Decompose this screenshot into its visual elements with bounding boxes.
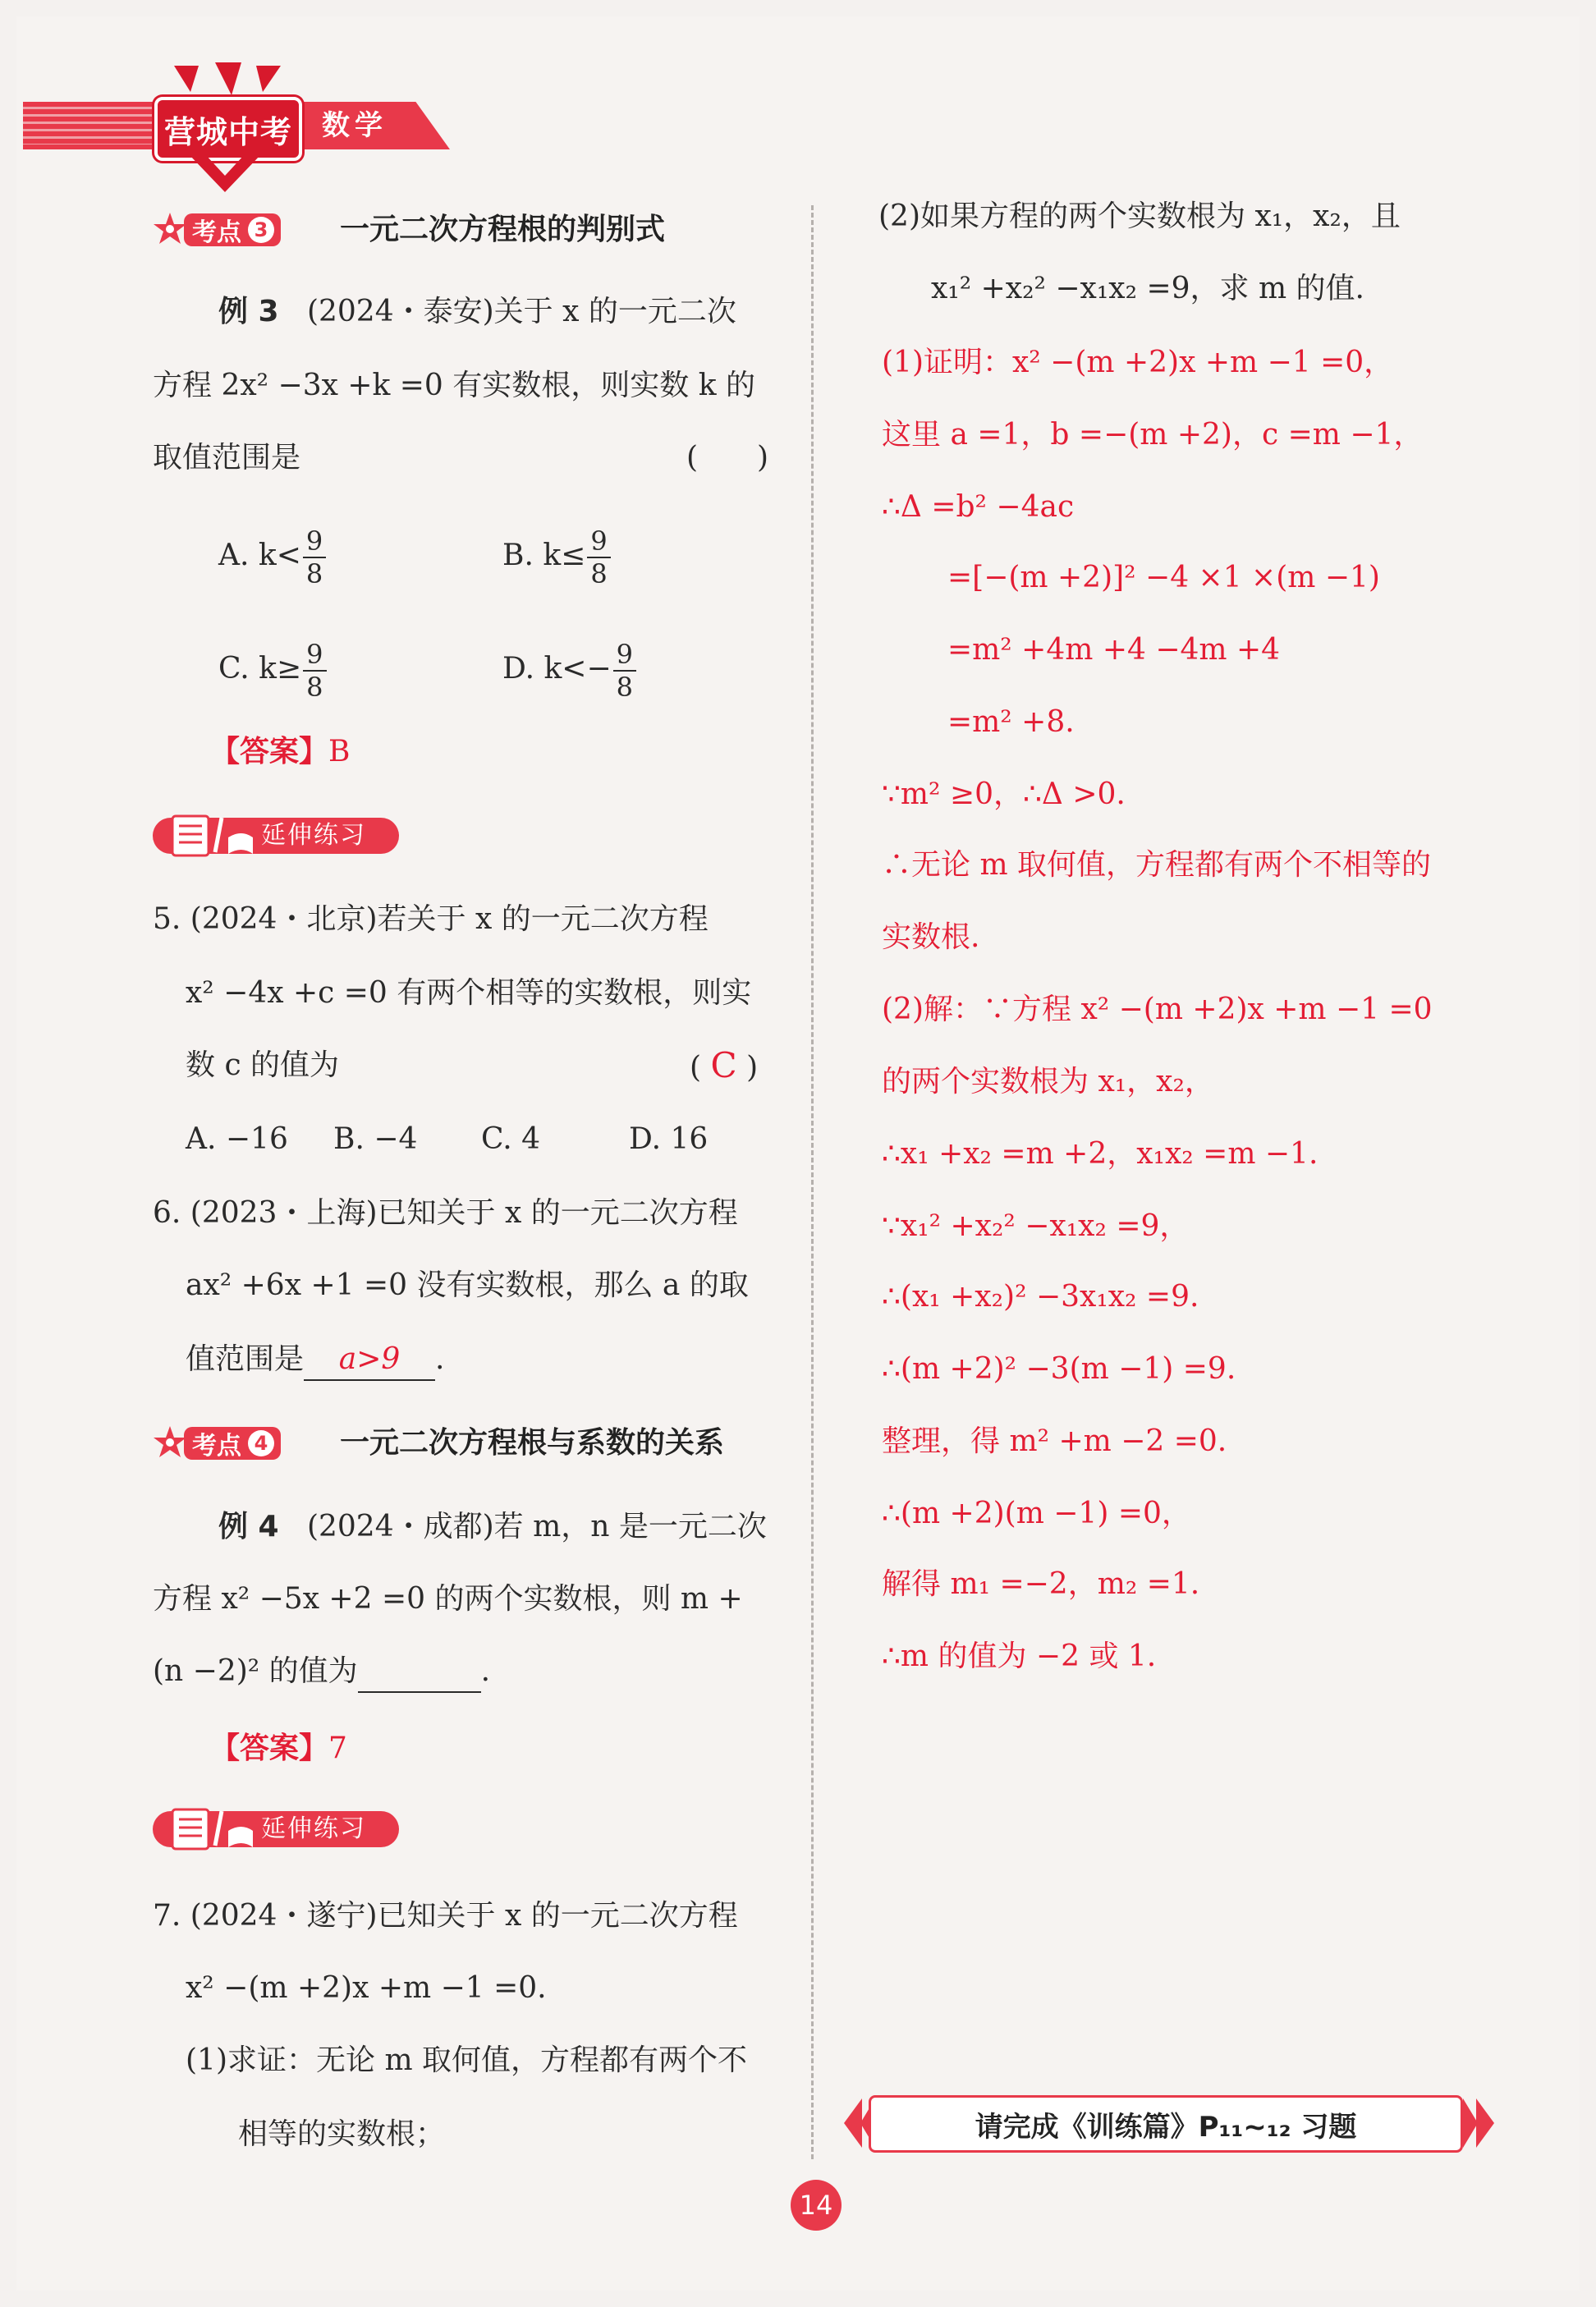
subject-label: 数学 [322,109,388,142]
answer-tag: 【答案】 [210,1731,329,1765]
solution-line-14: ∴(x₁ +x₂)² −3x₁x₂ =9. [882,1280,1199,1314]
footer-instruction: 请完成《训练篇》P₁₁~₁₂ 习题 [869,2095,1463,2153]
example-4-blank [358,1652,481,1693]
solution-line-16: 整理，得 m² +m −2 =0. [882,1424,1227,1458]
example-3-answer [210,732,350,772]
example-4-text1: (2024・成都)若 m，n 是一元二次 [306,1510,767,1543]
q5-option-b: B. −4 [333,1122,418,1156]
frac-den: 8 [590,558,608,589]
q6-line3-text: 值范围是 [186,1342,305,1376]
q6-line2: ax² +6x +1 =0 没有实数根，那么 a 的取 [186,1268,749,1302]
option-d-text: D. k<− [502,652,612,686]
option-c-text: C. k≥ [218,652,302,686]
q5-option-c: C. 4 [481,1122,541,1156]
solution-line-17: ∴(m +2)(m −1) =0， [882,1497,1191,1530]
solution-line-12: ∴x₁ +x₂ =m +2，x₁x₂ =m −1. [882,1137,1319,1171]
solution-line-9: 实数根. [882,920,980,954]
brand-name: 营城中考 [163,113,292,150]
solution-line-6: =m² +8. [947,705,1075,739]
solution-line-18: 解得 m₁ =−2，m₂ =1. [882,1567,1200,1601]
book-pencil-icon [167,1806,258,1852]
example-4-period: . [480,1654,491,1688]
example-3-paren: ( ) [686,441,769,475]
q5-answer-paren [690,1046,758,1088]
logo-top-decoration [166,59,289,99]
q5-option-a: A. −16 [186,1122,288,1156]
page-number: 14 [791,2180,842,2231]
section-4-badge-text: 考点 [192,1432,241,1461]
example-3-answer-value: B [328,735,351,768]
example-3-text1: (2024・泰安)关于 x 的一元二次 [306,295,736,328]
logo-bottom-decoration [186,154,264,192]
example-4-text3: (n −2)² 的值为 [153,1654,358,1688]
q7-line3: (1)求证：无论 m 取何值，方程都有两个不 [186,2043,748,2077]
q5-answer: C [710,1045,737,1085]
book-pencil-icon [167,813,258,859]
section-4-badge [151,1422,281,1465]
q5-line3: 数 c 的值为 [186,1048,340,1082]
q7-line2: x² −(m +2)x +m −1 =0. [186,1971,547,2005]
frac-num: 9 [303,639,326,672]
column-divider [811,205,814,2159]
section-4-pill [184,1427,281,1460]
solution-line-2: 这里 a =1，b =−(m +2)，c =m −1， [882,418,1424,452]
q6-line3 [186,1340,444,1381]
example-3-line1 [218,292,736,332]
paren-open: ( [690,1051,702,1085]
example-4-label: 例 4 [218,1510,279,1543]
q5-line1: 5. (2024・北京)若关于 x 的一元二次方程 [153,902,709,936]
solution-line-11: 的两个实数根为 x₁，x₂， [882,1065,1214,1098]
frac-den: 8 [305,558,323,589]
option-c-fraction [303,639,326,703]
q6-answer-blank: a>9 [304,1340,435,1381]
solution-line-10: (2)解：∵方程 x² −(m +2)x +m −1 =0 [882,993,1433,1026]
example-3-line3: 取值范围是 [153,441,301,475]
solution-line-19: ∴m 的值为 −2 或 1. [882,1640,1157,1673]
frac-num: 9 [613,639,636,672]
section-3-badge-text: 考点 [192,218,241,247]
solution-line-13: ∵x₁² +x₂² −x₁x₂ =9， [882,1209,1190,1243]
option-b [502,525,612,589]
frac-den: 8 [616,672,633,703]
option-b-fraction [587,525,610,589]
option-a [218,525,328,589]
option-a-text: A. k< [218,539,301,572]
option-b-text: B. k≤ [502,539,586,572]
q7-line5: (2)如果方程的两个实数根为 x₁，x₂，且 [878,200,1401,233]
q7-line1: 7. (2024・遂宁)已知关于 x 的一元二次方程 [153,1899,738,1933]
option-d [502,639,638,703]
practice-pill-2 [153,1806,399,1852]
answer-tag: 【答案】 [210,735,329,768]
practice-pill-label: 延伸练习 [261,821,366,850]
practice-pill-label: 延伸练习 [261,1814,366,1843]
banner-stripes [23,107,163,144]
section-3-pill [184,213,281,246]
practice-pill-1 [153,813,399,859]
q5-option-d: D. 16 [629,1122,709,1156]
option-a-fraction [303,525,326,589]
solution-line-8: ∴无论 m 取何值，方程都有两个不相等的 [882,848,1432,882]
brand-logo [154,97,302,161]
example-4-line2: 方程 x² −5x +2 =0 的两个实数根，则 m + [153,1582,743,1616]
section-3-badge [151,209,281,251]
option-d-fraction [613,639,636,703]
example-3-label: 例 3 [218,295,279,328]
q7-line6: x₁² +x₂² −x₁x₂ =9，求 m 的值. [931,272,1364,305]
frac-den: 8 [306,672,323,703]
section-4-number: 4 [248,1430,274,1456]
frac-num: 9 [587,525,610,558]
section-4-title: 一元二次方程根与系数的关系 [340,1426,725,1460]
section-3-number: 3 [248,217,274,243]
right-arrow-icon [1460,2095,1501,2151]
example-4-answer-value: 7 [328,1731,347,1765]
example-4-line3 [153,1652,490,1693]
example-3-line2: 方程 2x² −3x +k =0 有实数根，则实数 k 的 [153,369,755,402]
solution-line-5: =m² +4m +4 −4m +4 [947,633,1281,667]
example-4-answer [210,1729,347,1768]
section-3-title: 一元二次方程根的判别式 [340,213,666,246]
paren-close: ) [746,1051,759,1085]
solution-line-3: ∴Δ =b² −4ac [882,490,1075,524]
q5-line2: x² −4x +c =0 有两个相等的实数根，则实 [186,976,752,1010]
solution-line-15: ∴(m +2)² −3(m −1) =9. [882,1352,1236,1386]
q7-line4: 相等的实数根； [238,2117,446,2151]
solution-line-1: (1)证明：x² −(m +2)x +m −1 =0， [882,346,1394,379]
frac-num: 9 [303,525,326,558]
q6-line1: 6. (2023・上海)已知关于 x 的一元二次方程 [153,1196,738,1230]
example-4-line1 [218,1507,767,1547]
option-c [218,639,328,703]
solution-line-4: =[−(m +2)]² −4 ×1 ×(m −1) [947,561,1380,594]
q6-period: . [435,1342,445,1376]
solution-line-7: ∵m² ≥0，∴Δ >0. [882,777,1126,811]
